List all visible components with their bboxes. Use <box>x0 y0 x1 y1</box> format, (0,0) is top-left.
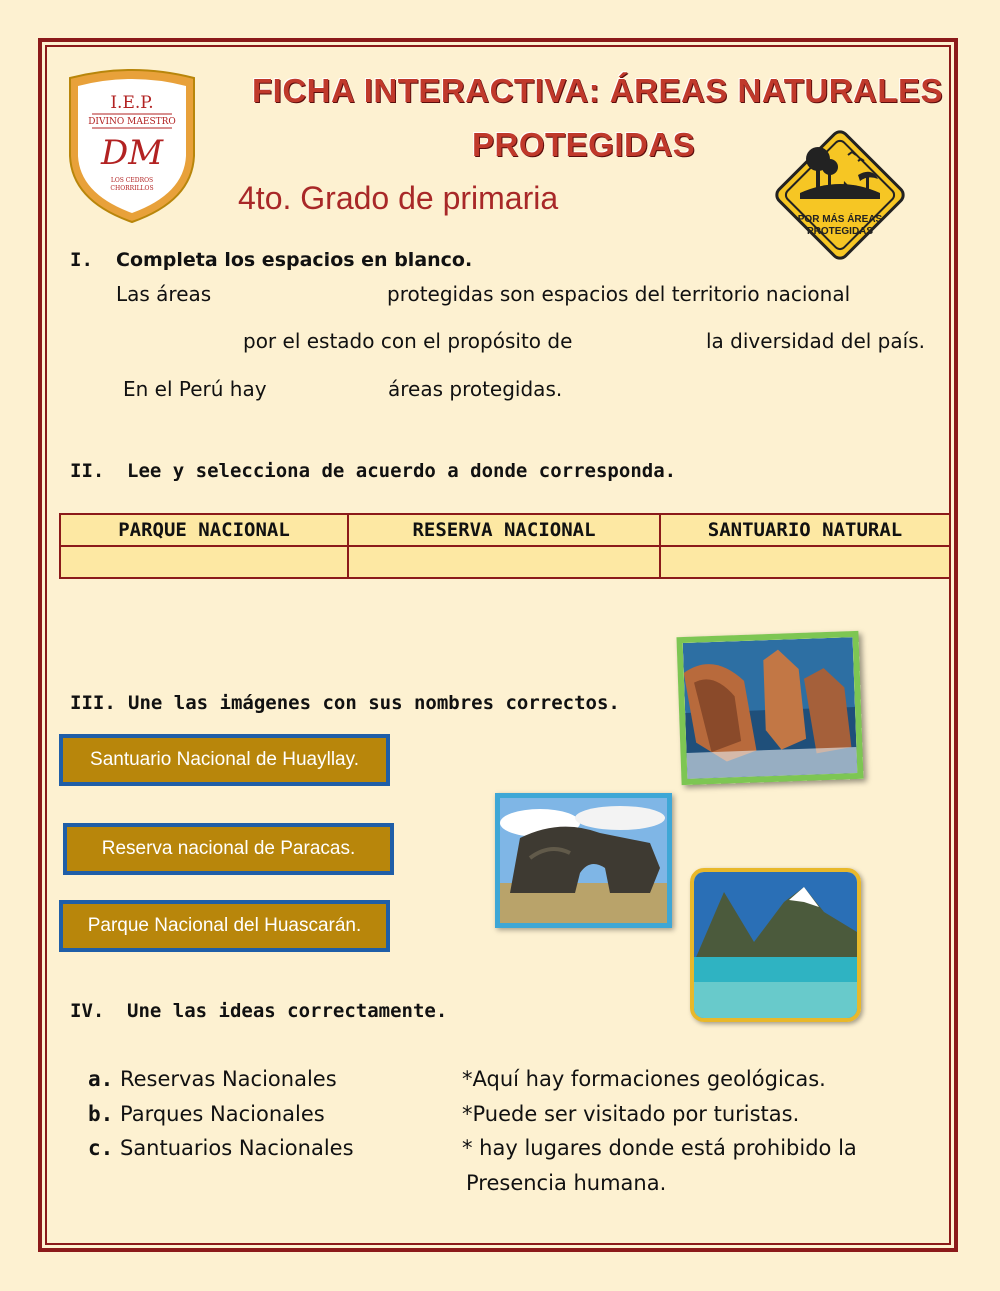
idea-match-3-cont: Presencia humana. <box>466 1171 667 1195</box>
sign-text-1: POR MÁS ÁREAS <box>797 214 883 225</box>
logo-place-2: CHORRILLOS <box>110 185 154 192</box>
page-title-line1: FICHA INTERACTIVA: ÁREAS NATURALES <box>252 72 944 109</box>
section1-line1-b: protegidas son espacios del territorio nacional <box>387 282 851 306</box>
section2-heading: Lee y selecciona de acuerdo a donde corresponda. <box>127 460 677 482</box>
section3-number: III. <box>70 692 116 714</box>
logo-name: DIVINO MAESTRO <box>88 117 176 127</box>
section1-line2-b: la diversidad del país. <box>706 329 925 353</box>
idea-text-a: Reservas Nacionales <box>119 1067 337 1091</box>
section2-number: II. <box>70 460 105 482</box>
section1-line2-a: por el estado con el propósito de <box>243 329 573 353</box>
section4-number: IV. <box>70 1000 105 1022</box>
logo-abbr: I.E.P. <box>110 93 154 113</box>
section1-line3-a: En el Perú hay <box>123 377 267 401</box>
sign-text-2: PROTEGIDAS <box>806 226 874 237</box>
idea-item-c[interactable] <box>88 1136 354 1160</box>
school-logo <box>62 66 202 226</box>
classification-table <box>59 513 951 579</box>
idea-letter-a: a. <box>88 1067 114 1091</box>
section1-heading: Completa los espacios en blanco. <box>116 249 473 271</box>
idea-match-1[interactable]: *Aquí hay formaciones geológicas. <box>462 1067 826 1091</box>
idea-text-b: Parques Nacionales <box>119 1102 325 1126</box>
section4-heading: Une las ideas correctamente. <box>127 1000 448 1022</box>
photo-huayllay-rock[interactable] <box>495 793 672 928</box>
col-parque-nacional: PARQUE NACIONAL <box>60 514 348 546</box>
col-reserva-nacional: RESERVA NACIONAL <box>348 514 660 546</box>
section3-heading: Une las imágenes con sus nombres correctos. <box>128 692 620 714</box>
grade-subtitle: 4to. Grado de primaria <box>238 180 559 216</box>
section1-number: I. <box>70 249 93 271</box>
drop-zone-santuario[interactable] <box>660 546 950 578</box>
idea-text-c: Santuarios Nacionales <box>119 1136 354 1160</box>
logo-monogram: DM <box>100 133 164 173</box>
idea-match-2[interactable]: *Puede ser visitado por turistas. <box>462 1102 800 1126</box>
logo-place-1: LOS CEDROS <box>110 177 154 184</box>
idea-letter-b: b. <box>88 1102 114 1126</box>
label-paracas[interactable]: Reserva nacional de Paracas. <box>63 823 394 875</box>
drop-zone-reserva[interactable] <box>348 546 660 578</box>
section1-line3-b: áreas protegidas. <box>388 377 563 401</box>
protected-areas-sign <box>760 115 920 275</box>
label-huascaran[interactable]: Parque Nacional del Huascarán. <box>59 900 390 952</box>
idea-item-b[interactable] <box>88 1102 325 1126</box>
idea-item-a[interactable] <box>88 1067 337 1091</box>
drop-zone-parque[interactable] <box>60 546 348 578</box>
idea-match-3[interactable]: * hay lugares donde está prohibido la <box>462 1136 857 1160</box>
photo-huascaran-lagoon[interactable] <box>690 868 861 1022</box>
photo-paracas-rocks[interactable] <box>676 631 863 785</box>
section1-line1-a: Las áreas <box>116 282 212 306</box>
label-huayllay[interactable]: Santuario Nacional de Huayllay. <box>59 734 390 786</box>
col-santuario-natural: SANTUARIO NATURAL <box>660 514 950 546</box>
idea-letter-c: c. <box>88 1136 114 1160</box>
page-title-line2: PROTEGIDAS <box>472 126 696 163</box>
